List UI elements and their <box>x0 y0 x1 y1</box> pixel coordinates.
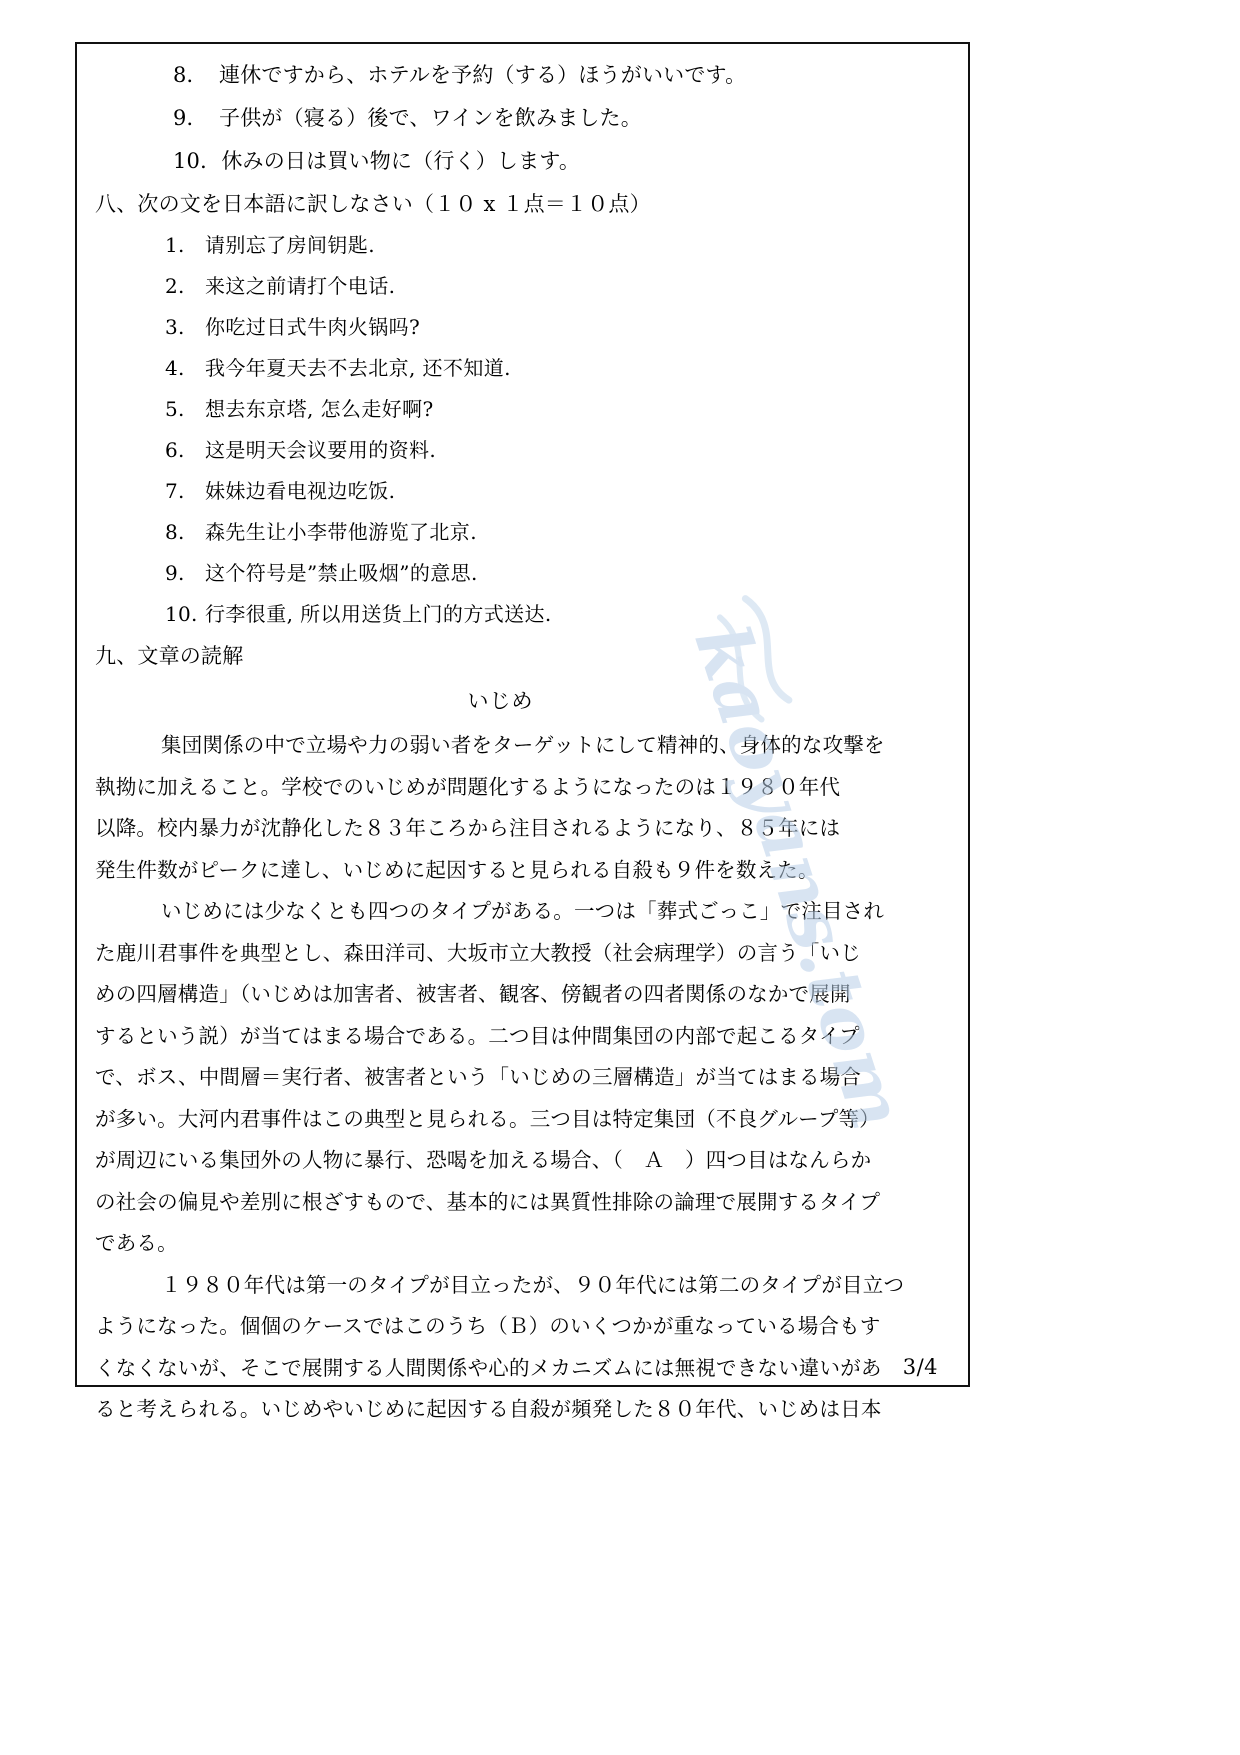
list-item <box>95 266 946 307</box>
section-eight-item-list <box>95 225 946 635</box>
paper-frame <box>75 42 970 1421</box>
continued-items-block <box>95 54 946 183</box>
continued-item <box>95 140 946 183</box>
list-item-text: 妹妹边看电视边吃饭. <box>205 479 396 503</box>
passage-line: １９８０年代は第一のタイプが目立ったが、９０年代には第二のタイプが目立つ <box>161 1272 905 1297</box>
list-item-text: 想去东京塔, 怎么走好啊? <box>205 397 434 421</box>
list-item-index: 8. <box>165 520 185 544</box>
passage-line: た鹿川君事件を典型とし、森田洋司、大坂市立大教授（社会病理学）の言う「いじ <box>95 940 861 965</box>
list-item-text: 你吃过日式牛肉火锅吗? <box>205 315 421 339</box>
list-item-text: 这个符号是”禁止吸烟”的意思. <box>205 561 478 585</box>
paper-content <box>77 44 968 1421</box>
list-item-index: 7. <box>165 479 185 503</box>
continued-item-text: 連休ですから、ホテルを予約（する）ほうがいいです。 <box>219 63 747 87</box>
passage-line: ようになった。個個のケースではこのうち（Ｂ）のいくつかが重なっている場合もす <box>95 1314 881 1338</box>
section-nine-heading: 九、文章の読解 <box>95 644 244 668</box>
passage-line: の社会の偏見や差別に根ざすもので、基本的には異質性排除の論理で展開するタイプ <box>95 1189 881 1214</box>
passage-line: いじめには少なくとも四つのタイプがある。一つは「葬式ごっこ」で注目され <box>161 899 885 923</box>
list-item-index: 1. <box>165 233 185 257</box>
continued-item <box>95 54 946 97</box>
list-item-index: 4. <box>165 356 185 380</box>
list-item <box>95 225 946 266</box>
list-item <box>95 594 946 635</box>
list-item <box>95 553 946 594</box>
reading-passage <box>95 725 946 1431</box>
passage-line: が周辺にいる集団外の人物に暴行、恐喝を加える場合、（ Ａ ）四つ目はなんらか <box>95 1148 872 1172</box>
continued-item-index: 9． <box>173 106 208 130</box>
watermark-text: kaoyans.tom <box>677 615 921 1139</box>
passage-line: である。 <box>95 1231 178 1255</box>
list-item-index: 9. <box>165 561 185 585</box>
passage-line: 以降。校内暴力が沈静化した８３年ころから注目されるようになり、８５年には <box>95 816 841 840</box>
passage-line: 執拗に加えること。学校でのいじめが問題化するようになったのは１９８０年代 <box>95 774 841 799</box>
list-item-text: 请别忘了房间钥匙. <box>205 233 375 257</box>
section-eight-heading: 八、次の文を日本語に訳しなさい（１０ x １点＝１０点） <box>95 192 651 216</box>
list-item <box>95 307 946 348</box>
list-item <box>95 512 946 553</box>
list-item-text: 这是明天会议要用的资料. <box>205 438 437 462</box>
list-item-text: 来这之前请打个电话. <box>205 274 396 298</box>
list-item-text: 森先生让小李带他游览了北京. <box>205 520 477 544</box>
continued-item-text: 子供が（寝る）後で、ワインを飲みました。 <box>219 106 642 130</box>
list-item-index: 2. <box>165 274 185 298</box>
passage-line: めの四層構造」（いじめは加害者、被害者、観客、傍観者の四者関係のなかで展開 <box>95 982 851 1006</box>
passage-line: くなくないが、そこで展開する人間関係や心的メカニズムには無視できない違いがあ <box>95 1355 882 1380</box>
continued-item <box>95 97 946 140</box>
continued-item-text: 休みの日は買い物に（行く）します。 <box>221 149 581 173</box>
list-item <box>95 430 946 471</box>
list-item-text: 我今年夏天去不去北京, 还不知道. <box>205 356 511 380</box>
passage-line: で、ボス、中間層＝実行者、被害者という「いじめの三層構造」が当てはまる場合 <box>95 1065 862 1089</box>
passage-line: 発生件数がピークに達し、いじめに起因すると見られる自殺も９件を数えた。 <box>95 857 819 882</box>
continued-item-index: 10． <box>173 149 222 173</box>
list-item-index: 6. <box>165 438 185 462</box>
passage-line: ると考えられる。いじめやいじめに起因する自殺が頻発した８０年代、いじめは日本 <box>95 1397 882 1421</box>
list-item <box>95 389 946 430</box>
continued-item-index: 8． <box>173 63 208 87</box>
list-item <box>95 348 946 389</box>
list-item-text: 行李很重, 所以用送货上门的方式送达. <box>205 602 552 626</box>
passage-line: 集団関係の中で立場や力の弱い者をターゲットにして精神的、身体的な攻撃を <box>161 733 885 757</box>
passage-line: が多い。大河内君事件はこの典型と見られる。三つ目は特定集団（不良グループ等） <box>95 1106 880 1131</box>
passage-line: するという説）が当てはまる場合である。二つ目は仲間集団の内部で起こるタイプ <box>95 1023 860 1048</box>
page-number: 3/4 <box>902 1355 938 1379</box>
list-item-index: 10. <box>165 602 198 626</box>
list-item-index: 3. <box>165 315 185 339</box>
list-item-index: 5. <box>165 397 185 421</box>
list-item <box>95 471 946 512</box>
passage-title: いじめ <box>467 689 534 713</box>
